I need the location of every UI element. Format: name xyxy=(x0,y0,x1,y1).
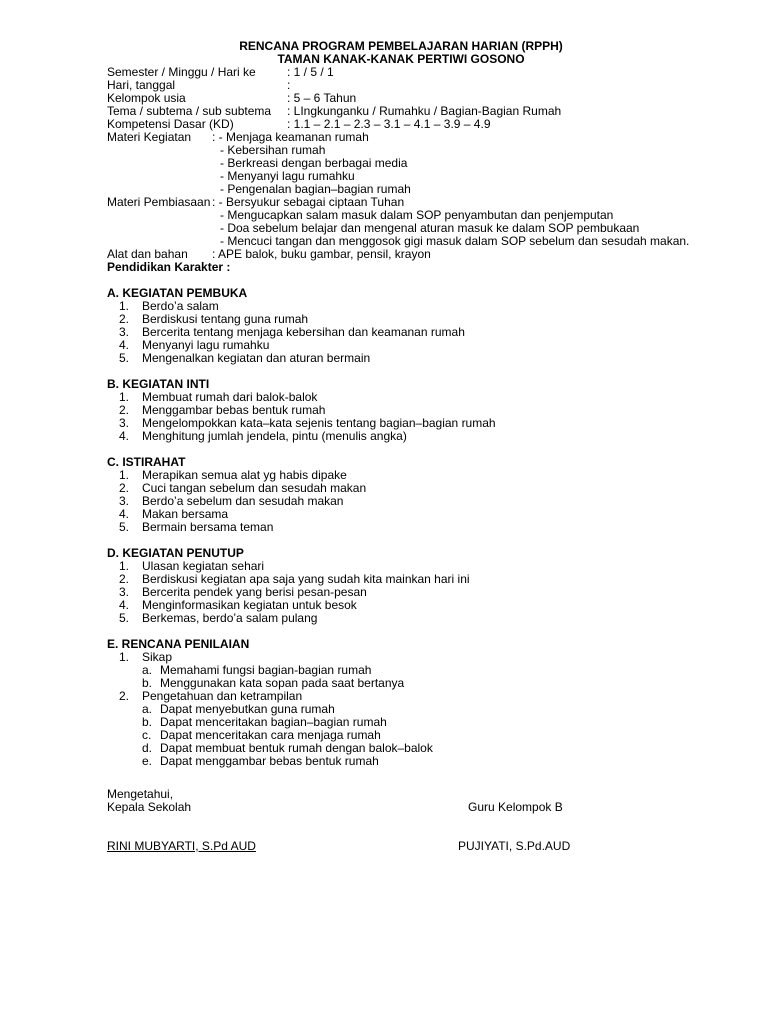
list-number: 4. xyxy=(119,598,130,612)
materi-pembiasaan-item: - Mengucapkan salam masuk dalam SOP penyambutan dan penjemputan xyxy=(220,208,614,222)
document-subtitle: TAMAN KANAK-KANAK PERTIWI GOSONO xyxy=(277,52,525,66)
list-item: Menggambar bebas bentuk rumah xyxy=(142,403,326,417)
list-letter: b. xyxy=(142,676,153,690)
list-letter: e. xyxy=(142,754,153,768)
list-number: 2. xyxy=(119,403,130,417)
list-number: 4. xyxy=(119,507,130,521)
list-item: Mengenalkan kegiatan dan aturan bermain xyxy=(142,351,371,365)
list-number: 4. xyxy=(119,429,130,443)
materi-kegiatan-item: - Pengenalan bagian–bagian rumah xyxy=(220,182,411,196)
list-subitem: Dapat menceritakan cara menjaga rumah xyxy=(160,728,381,742)
semester-value: : 1 / 5 / 1 xyxy=(287,65,334,79)
materi-pembiasaan-label: Materi Pembiasaan xyxy=(107,195,211,209)
hari-label: Hari, tanggal xyxy=(107,78,176,92)
materi-pembiasaan-item: - Doa sebelum belajar dan mengenal aturan masuk ke dalam SOP pembukaan xyxy=(220,221,640,235)
karakter-label: Pendidikan Karakter : xyxy=(107,260,231,274)
list-letter: d. xyxy=(142,741,153,755)
section-b-title: B. KEGIATAN INTI xyxy=(107,377,210,391)
list-letter: a. xyxy=(142,702,153,716)
list-item: Menghitung jumlah jendela, pintu (menulis angka) xyxy=(142,429,407,443)
list-item: Mengelompokkan kata–kata sejenis tentang bagian–bagian rumah xyxy=(142,416,496,430)
list-item: Bercerita pendek yang berisi pesan-pesan xyxy=(142,585,367,599)
list-number: 5. xyxy=(119,520,130,534)
list-subitem: Dapat menceritakan bagian–bagian rumah xyxy=(160,715,387,729)
list-number: 4. xyxy=(119,338,130,352)
list-number: 1. xyxy=(119,468,130,482)
list-number: 1. xyxy=(119,559,130,573)
mengetahui-text: Mengetahui, xyxy=(107,787,174,801)
materi-kegiatan-item: : - Menjaga keamanan rumah xyxy=(212,130,369,144)
list-number: 3. xyxy=(119,585,130,599)
list-subitem: Menggunakan kata sopan pada saat bertanya xyxy=(160,676,405,690)
materi-kegiatan-label: Materi Kegiatan xyxy=(107,130,192,144)
materi-pembiasaan-item: : - Bersyukur sebagai ciptaan Tuhan xyxy=(212,195,405,209)
alat-value: : APE balok, buku gambar, pensil, krayon xyxy=(212,247,431,261)
list-letter: c. xyxy=(142,728,152,742)
kelompok-value: : 5 – 6 Tahun xyxy=(287,91,357,105)
list-number: 1. xyxy=(119,390,130,404)
materi-kegiatan-item: - Berkreasi dengan berbagai media xyxy=(220,156,408,170)
tema-value: : LIngkunganku / Rumahku / Bagian-Bagian Rumah xyxy=(287,104,562,118)
kepala-sekolah-name: RINI MUBYARTI, S.Pd AUD xyxy=(107,839,256,853)
guru-name: PUJIYATI, S.Pd.AUD xyxy=(458,839,571,853)
tema-label: Tema / subtema / sub subtema xyxy=(107,104,272,118)
list-number: 2. xyxy=(119,481,130,495)
list-number: 1. xyxy=(119,299,130,313)
kelompok-label: Kelompok usia xyxy=(107,91,186,105)
hari-value: : xyxy=(287,78,291,92)
alat-label: Alat dan bahan xyxy=(107,247,188,261)
list-item: Pengetahuan dan ketrampilan xyxy=(142,689,303,703)
list-letter: b. xyxy=(142,715,153,729)
materi-kegiatan-item: - Menyanyi lagu rumahku xyxy=(220,169,355,183)
list-item: Menyanyi lagu rumahku xyxy=(142,338,270,352)
section-d-title: D. KEGIATAN PENUTUP xyxy=(107,546,244,560)
list-number: 5. xyxy=(119,611,130,625)
list-subitem: Dapat menyebutkan guna rumah xyxy=(160,702,335,716)
list-item: Makan bersama xyxy=(142,507,229,521)
guru-label: Guru Kelompok B xyxy=(468,800,563,814)
list-number: 1. xyxy=(119,650,130,664)
list-number: 3. xyxy=(119,416,130,430)
list-item: Merapikan semua alat yg habis dipake xyxy=(142,468,347,482)
list-number: 3. xyxy=(119,494,130,508)
list-item: Bermain bersama teman xyxy=(142,520,274,534)
list-item: Berdiskusi tentang guna rumah xyxy=(142,312,309,326)
materi-kegiatan-item: - Kebersihan rumah xyxy=(220,143,326,157)
list-item: Ulasan kegiatan sehari xyxy=(142,559,265,573)
kepala-sekolah-label: Kepala Sekolah xyxy=(107,800,192,814)
list-subitem: Memahami fungsi bagian-bagian rumah xyxy=(160,663,372,677)
section-e-title: E. RENCANA PENILAIAN xyxy=(107,637,250,651)
list-item: Membuat rumah dari balok-balok xyxy=(142,390,318,404)
list-item: Berdo’a sebelum dan sesudah makan xyxy=(142,494,344,508)
document-title: RENCANA PROGRAM PEMBELAJARAN HARIAN (RPPH) xyxy=(239,39,563,53)
list-number: 2. xyxy=(119,572,130,586)
materi-pembiasaan-item: - Mencuci tangan dan menggosok gigi masuk dalam SOP sebelum dan sesudah makan. xyxy=(220,234,690,248)
list-number: 2. xyxy=(119,689,130,703)
list-item: Sikap xyxy=(142,650,173,664)
kd-value: : 1.1 – 2.1 – 2.3 – 3.1 – 4.1 – 3.9 – 4.9 xyxy=(287,117,491,131)
list-number: 5. xyxy=(119,351,130,365)
section-a-title: A. KEGIATAN PEMBUKA xyxy=(107,286,248,300)
list-item: Berdiskusi kegiatan apa saja yang sudah kita mainkan hari ini xyxy=(142,572,470,586)
list-subitem: Dapat menggambar bebas bentuk rumah xyxy=(160,754,379,768)
list-item: Cuci tangan sebelum dan sesudah makan xyxy=(142,481,367,495)
list-item: Menginformasikan kegiatan untuk besok xyxy=(142,598,357,612)
list-item: Bercerita tentang menjaga kebersihan dan keamanan rumah xyxy=(142,325,465,339)
list-number: 2. xyxy=(119,312,130,326)
section-c-title: C. ISTIRAHAT xyxy=(107,455,186,469)
list-number: 3. xyxy=(119,325,130,339)
semester-label: Semester / Minggu / Hari ke xyxy=(107,65,256,79)
list-item: Berdo’a salam xyxy=(142,299,219,313)
list-letter: a. xyxy=(142,663,153,677)
list-subitem: Dapat membuat bentuk rumah dengan balok–balok xyxy=(160,741,433,755)
kd-label: Kompetensi Dasar (KD) xyxy=(107,117,234,131)
list-item: Berkemas, berdo’a salam pulang xyxy=(142,611,318,625)
